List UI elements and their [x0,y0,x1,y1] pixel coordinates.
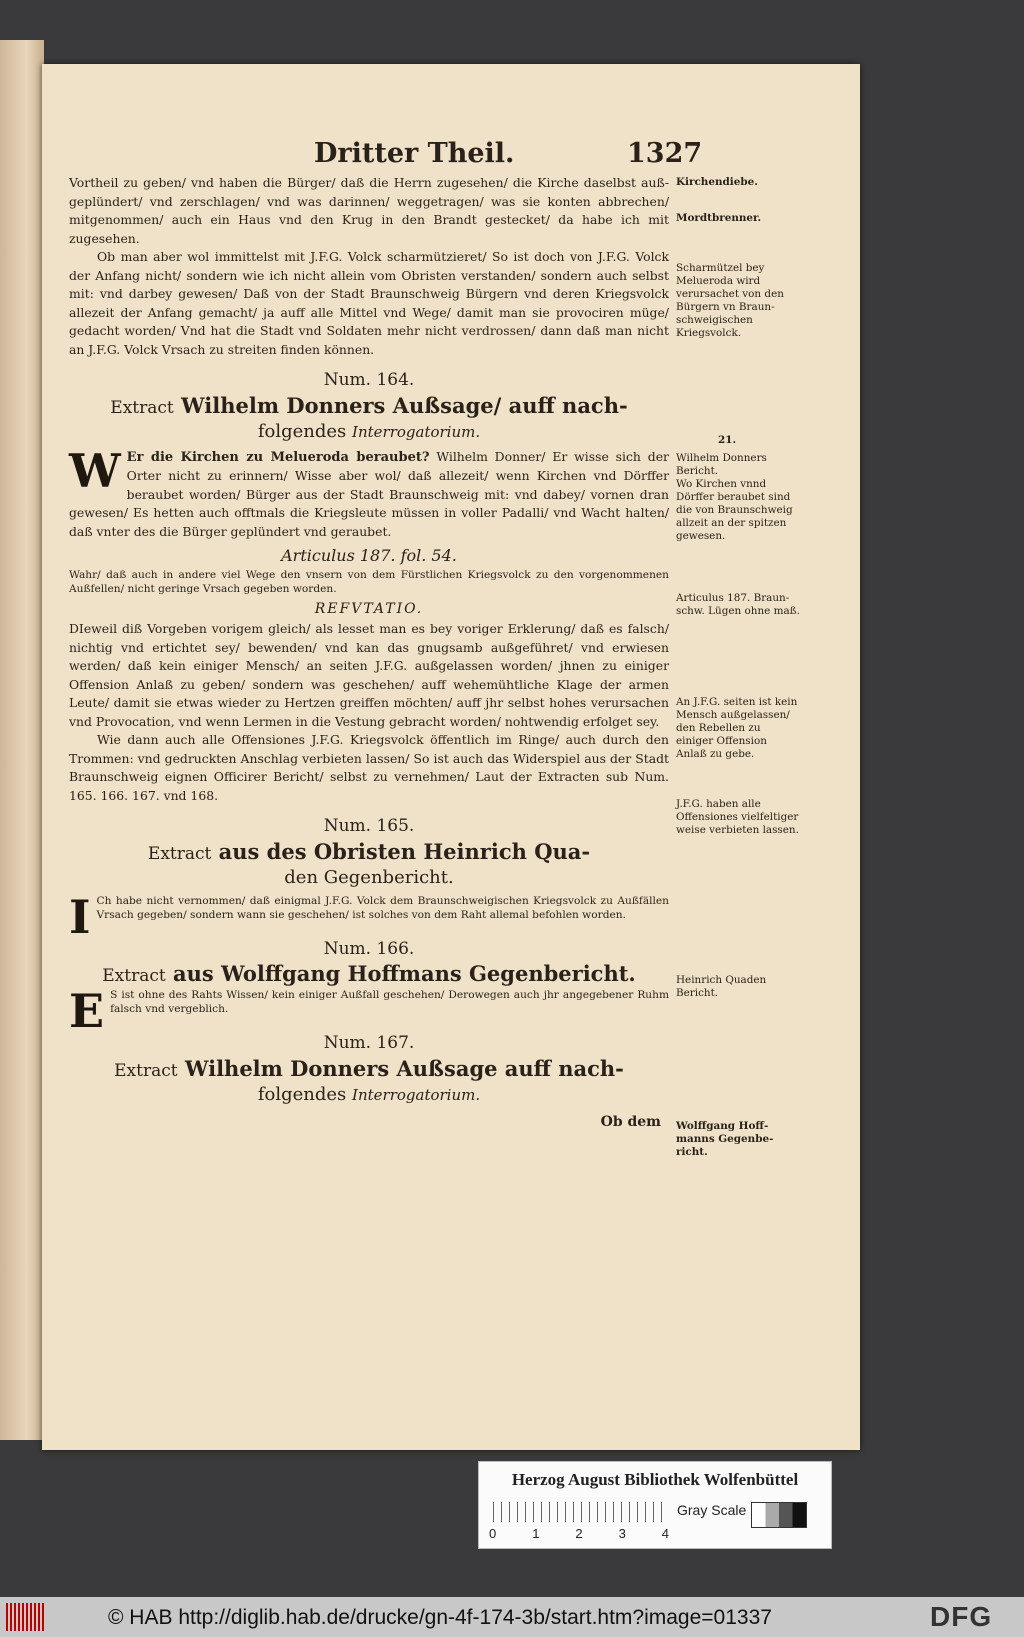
margin-note: Scharmützel bey Melueroda wird verursachet von den Bürgern vn Braunschweigischen Kriegsvolck. [676,262,784,339]
section-number-165: Num. 165. [323,816,415,836]
section-title-165: Extract aus des Obristen Heinrich Qua- [147,838,591,864]
book-left-edge [0,40,44,1440]
book-page [42,64,860,1450]
barcode-icon [6,1603,46,1631]
intro-paragraph-2: Ob man aber wol immittelst mit J.F.G. Volck scharmützieret/ So ist doch von J.F.G. Volck der Anfang nicht/ sondern wie ich nicht allein vom Obristen verstanden/ sondern auch selbst mit: vnd darbey gewesen/ Daß von der Stadt Braunschweig Bürgern vnd deren Kriegsvolck allezeit der Anfang gemacht/ ja auff alle Mittel vnd Wege/ damit man sie provociren müge/ gedacht worden/ Vnd hat die Stadt vnd Soldaten mehr nicht verdrossen/ dann daß man nicht an J.F.G. Volck Vrsach zu streiten finden können. [69,249,669,357]
library-name: Herzog August Bibliothek Wolfenbüttel [511,1470,799,1489]
section-number-167: Num. 167. [323,1033,415,1053]
margin-note: Wolffgang Hoffmanns Gegenbericht. [676,1120,774,1158]
gray-scale-label: Gray Scale [677,1502,747,1518]
article-text: Wahr/ daß auch in andere viel Wege den vnsern von dem Fürstlichen Kriegsvolck zu den vorgenommenen Außfellen/ nicht geringe Vrsach gegeben worden. [69,568,669,595]
margin-note: Heinrich Quaden Bericht. [676,974,767,999]
section-number-166: Num. 166. [323,938,415,959]
answer-text: Wilhelm Donner/ Er wisse sich der Orter nicht zu erinnern/ Wisse aber wol/ daß allezeit/ wenn Kirchen vnd Dörffer beraubet worden/ Bürger aus der Stadt Braunschweig mit: vnd dabey/ vornen dran gewesen/ Es hetten auch offtmals die Kriegsleute müssen in voller Padalli/ vnd Wacht halten/ daß vnter des die Bürger geplündert vnd geraubet. [69,448,669,539]
question-text: Er die Kirchen zu Melueroda beraubet? [126,449,430,465]
intro-paragraph-1: Vortheil zu geben/ vnd haben die Bürger/ daß die Herrn zugesehen/ die Kirche daselbst außgeplündert/ vnd zerschlagen/ vnd was darinnen/ weggetragen/ was sie konten abbrechen/ mitgenommen/ auch ein Haus vnd den Krug in den Brandt gestecket/ da habe ich mit zugesehen. [69,175,669,246]
gray-scale-swatch [751,1502,807,1528]
article-heading: Articulus 187. fol. 54. [281,546,457,565]
section-subtitle-167: folgendes Interrogatorium. [257,1083,481,1105]
margin-note: An J.F.G. seiten ist kein Mensch außgelassen/ den Rebellen zu einiger Offension Anlaß zu gebe. [676,696,798,760]
refutatio-paragraph-2: Wie dann auch alle Offensiones J.F.G. Kriegsvolck öffentlich im Ringe/ auch durch den Trommen: vnd gedruckten Anschlag verbieten lassen/ So ist auch das Widerspiel aus der Stadt Braunschweig eignen Officirer Bericht/ selbst zu vernehmen/ Laut der Extracten sub Num. 165. 166. 167. vnd 168. [69,732,669,803]
margin-note: Wo Kirchen vnnd Dörffer beraubet sind die von Braunschweig allzeit an der spitzen gewesen. [676,478,793,542]
dfg-logo: DFG [930,1601,993,1632]
credit-link[interactable]: © HAB http://diglib.hab.de/drucke/gn-4f-174-3b/start.htm?image=01337 [108,1606,772,1629]
ruler-numbers: 0 1 2 3 4 [489,1526,669,1541]
main-text-column [69,174,669,1131]
dropcap-initial: E [69,984,105,1038]
catchword: Ob dem [600,1113,661,1130]
margin-note: Articulus 187. Braunschw. Lügen ohne maß. [676,592,800,617]
dropcap-initial: I [69,889,91,944]
section-subtitle-164: folgendes Interrogatorium. [257,420,481,442]
section-title-166: Extract aus Wolffgang Hoffmans Gegenbericht. [102,961,636,986]
section-text-166: E S ist ohne des Rahts Wissen/ kein einiger Außfall geschehen/ Derowegen auch jhr angegebener Ruhm falsch vnd vergeblich. [69,984,669,1038]
refutatio-paragraph-1: DIeweil diß Vorgeben vorigem gleich/ als lesset man es bey voriger Erklerung/ daß es falsch/ nichtig vnd ertichtet sey/ bewenden/ vnd kan das gnugsamb außgeführet/ vnd erwiesen werden/ daß kein einiger Mensch/ an seiten J.F.G. außgelassen worden/ jhnen zu einiger Offension Anlaß zu geben/ sondern was geschehen/ auff wehemühtliche Klage der armen Leute/ damit sie etwas wieder zu Hertzen greiffen möchten/ auff jhr selbst hohes verursachen vnd Provocation, vnd wenn Lermen in die Vestung gebracht worden/ nohtwendig erfolget sey. [69,621,669,729]
part-title: Dritter Theil. [314,138,515,169]
scale-ruler [493,1502,663,1522]
section-title-164: Extract Wilhelm Donners Außsage/ auff nach- [110,392,628,418]
section-title-167: Extract Wilhelm Donners Außsage auff nach- [114,1055,624,1081]
section-number-164: Num. 164. [323,370,415,390]
page-number: 1327 [627,138,703,169]
margin-note: Mordtbrenner. [676,212,762,224]
margin-note: Wilhelm Donners Bericht. [676,452,767,477]
margin-note: J.F.G. haben alle Offensiones vielfeltiger weise verbieten lassen. [676,798,799,836]
margin-note-number: 21. [718,434,737,446]
library-label [478,1461,832,1549]
footer-bar [0,1597,1024,1637]
margin-note: Kirchendiebe. [676,176,758,188]
dropcap-initial: W [69,443,121,498]
section-text-165: I Ch habe nicht vernommen/ daß einigmal J.F.G. Volck dem Braunschweigischen Kriegsvolck zu Außfällen Vrsach gegeben/ sondern wann sie geschehen/ ist solches von dem Raht allemal befohlen worden. [69,889,669,944]
section-subtitle-165: den Gegenbericht. [284,866,454,888]
question-answer-164 [69,443,669,542]
refutatio-heading: REFVTATIO. [314,600,424,617]
